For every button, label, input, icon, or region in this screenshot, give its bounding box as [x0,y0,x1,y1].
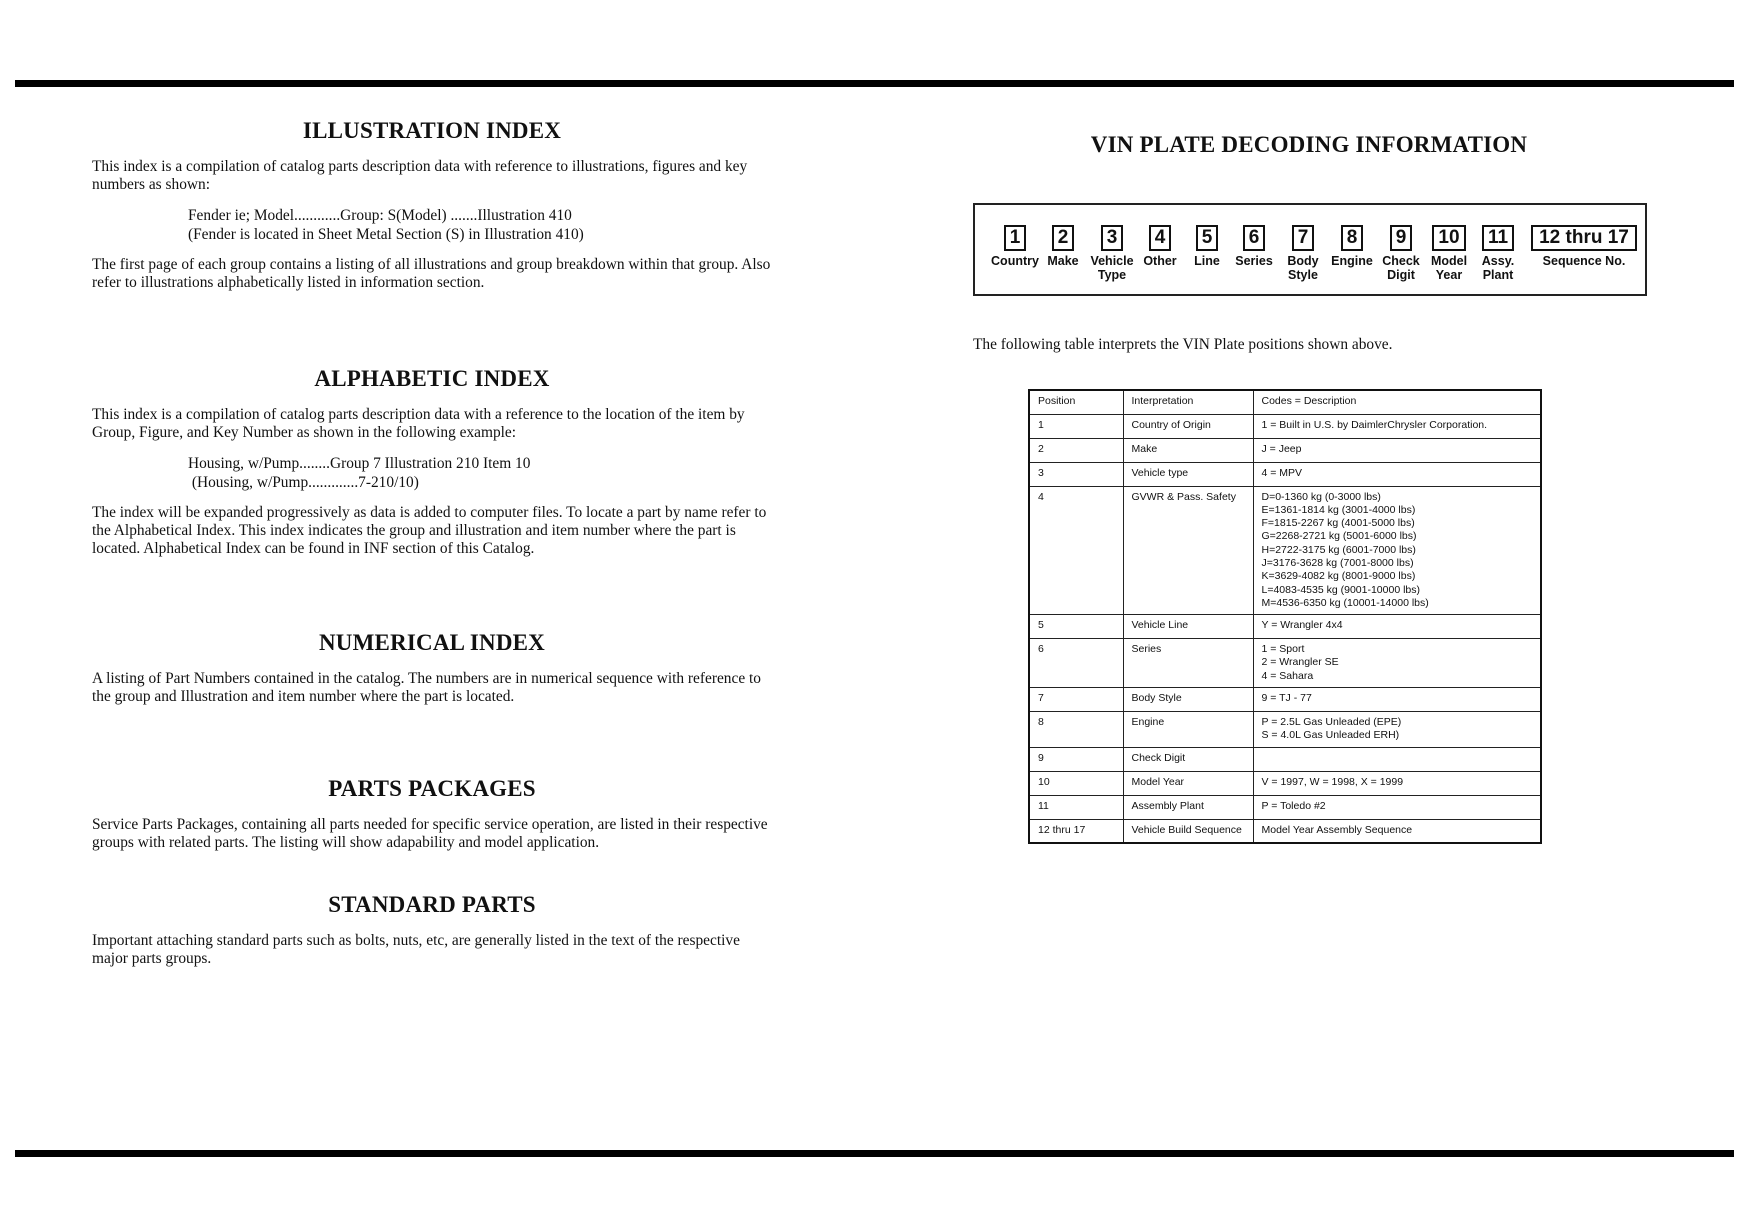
section-outro: The index will be expanded progressively as data is added to computer files. To locate a part by name refer to the Alphabetical Index. This index indicates the group and illustration and item number where the part is located. Alphabetical Index can be found in INF section of this Catalog. [92,504,767,557]
codes-cell [1253,414,1541,438]
vin-position-number: 5 [1196,225,1219,251]
vin-position-label: Line [1194,254,1220,268]
vin-position-number: 3 [1101,225,1124,251]
codes-cell [1253,462,1541,486]
vin-position [1035,205,1091,268]
table-header-row [1029,390,1541,414]
code-line: 9 = TJ - 77 [1261,692,1312,705]
position-cell: 1 [1029,414,1123,438]
table-row [1029,819,1541,843]
vin-position-number: 6 [1243,225,1266,251]
vin-position [1470,205,1526,282]
interpretation-cell: Body Style [1123,688,1253,712]
table-row [1029,639,1541,688]
code-line: V = 1997, W = 1998, X = 1999 [1261,775,1404,788]
position-cell: 8 [1029,712,1123,748]
example-block [188,206,772,244]
section-title: ALPHABETIC INDEX [314,366,550,391]
position-cell: 11 [1029,795,1123,819]
vin-position-label: Assy. Plant [1481,254,1515,282]
vin-plate-diagram [973,203,1647,296]
code-line: G=2268-2721 kg (5001-6000 lbs) [1261,530,1417,543]
standard-parts-section [92,892,772,968]
vin-position-number: 4 [1149,225,1172,251]
section-text: Important attaching standard parts such as bolts, nuts, etc, are generally listed in the text of the respective major parts groups. [92,932,740,967]
code-line: 1 = Built in U.S. by DaimlerChrysler Corporation. [1261,418,1488,431]
section-text: Service Parts Packages, containing all parts needed for specific service operation, are listed in their respective groups with related parts. The listing will show adapability and model application. [92,816,768,851]
code-line: M=4536-6350 kg (10001-14000 lbs) [1261,596,1429,609]
codes-cell [1253,712,1541,748]
example-line: (Housing, w/Pump.............7-210/10) [188,474,419,491]
vin-position [1275,205,1331,282]
vin-position-label: Engine [1331,254,1373,268]
interpretation-cell: Assembly Plant [1123,795,1253,819]
top-rule [15,80,1734,87]
code-line: F=1815-2267 kg (4001-5000 lbs) [1261,517,1415,530]
code-line: P = 2.5L Gas Unleaded (EPE) [1261,716,1402,729]
code-line: 1 = Sport [1261,643,1305,656]
vin-position-label: Sequence No. [1542,254,1626,268]
code-line: P = Toledo #2 [1261,799,1326,812]
interpretation-cell: Vehicle Line [1123,615,1253,639]
vin-position-number: 9 [1390,225,1413,251]
example-line: Fender ie; Model............Group: S(Model) .......Illustration 410 [188,207,572,224]
position-cell: 7 [1029,688,1123,712]
section-intro: This index is a compilation of catalog parts description data with reference to illustrations, figures and key numbers as shown: [92,158,748,193]
codes-cell [1253,639,1541,688]
vin-position-label: Other [1143,254,1177,268]
code-line: K=3629-4082 kg (8001-9000 lbs) [1261,570,1416,583]
codes-cell [1253,795,1541,819]
vin-position-label: Check Digit [1382,254,1420,282]
vin-position [1226,205,1282,268]
numerical-index-section [92,630,772,706]
vin-position-label: Body Style [1287,254,1319,282]
codes-cell [1253,486,1541,615]
vin-table [1028,389,1542,844]
table-header-cell: Interpretation [1123,390,1253,414]
code-line: 2 = Wrangler SE [1261,656,1339,669]
interpretation-cell: Engine [1123,712,1253,748]
table-header-cell: Codes = Description [1253,390,1541,414]
code-line: 4 = Sahara [1261,669,1314,682]
section-intro: This index is a compilation of catalog parts description data with a reference to the location of the item by Group, Figure, and Key Number as shown in the following example: [92,406,745,441]
table-row [1029,438,1541,462]
code-line [1262,752,1533,765]
interpretation-cell: Check Digit [1123,747,1253,771]
vin-position-label: Make [1047,254,1079,268]
position-cell: 9 [1029,747,1123,771]
table-row [1029,486,1541,615]
codes-cell [1253,438,1541,462]
vin-position-label: Country [991,254,1039,268]
parts-packages-section [92,776,772,852]
codes-cell [1253,615,1541,639]
vin-position-label: Vehicle Type [1090,254,1134,282]
position-cell: 12 thru 17 [1029,819,1123,843]
vin-position-label: Series [1235,254,1273,268]
table-row [1029,712,1541,748]
illustration-index-section [92,118,772,292]
example-line: (Fender is located in Sheet Metal Section (S) in Illustration 410) [188,226,584,243]
code-line: 4 = MPV [1261,466,1303,479]
codes-cell [1253,771,1541,795]
position-cell: 5 [1029,615,1123,639]
code-line: S = 4.0L Gas Unleaded ERH) [1261,729,1400,742]
vin-position-number: 1 [1004,225,1027,251]
interpretation-cell: Make [1123,438,1253,462]
vin-position [1421,205,1477,282]
position-cell: 10 [1029,771,1123,795]
position-cell: 6 [1029,639,1123,688]
vin-position-number: 11 [1482,225,1514,251]
codes-cell [1253,747,1541,771]
interpretation-cell: GVWR & Pass. Safety [1123,486,1253,615]
table-row [1029,688,1541,712]
interpretation-cell: Model Year [1123,771,1253,795]
vin-position-number: 2 [1052,225,1075,251]
code-line: D=0-1360 kg (0-3000 lbs) [1261,490,1381,503]
example-line: Housing, w/Pump........Group 7 Illustration 210 Item 10 [188,455,531,472]
codes-cell [1253,688,1541,712]
table-header-cell: Position [1029,390,1123,414]
vin-position-number: 10 [1432,225,1465,251]
section-title: ILLUSTRATION INDEX [302,118,562,143]
table-row [1029,414,1541,438]
codes-cell [1253,819,1541,843]
interpretation-cell: Series [1123,639,1253,688]
position-cell: 3 [1029,462,1123,486]
section-title: NUMERICAL INDEX [319,630,545,655]
vin-position [1324,205,1380,268]
code-line: J = Jeep [1261,442,1302,455]
table-row [1029,795,1541,819]
position-cell: 4 [1029,486,1123,615]
table-row [1029,771,1541,795]
alphabetic-index-section [92,366,772,558]
interpretation-cell: Country of Origin [1123,414,1253,438]
section-title: STANDARD PARTS [328,892,536,917]
vin-position-number: 12 thru 17 [1531,225,1637,251]
example-block [188,454,772,492]
position-cell: 2 [1029,438,1123,462]
vin-position-number: 7 [1292,225,1315,251]
interpretation-cell: Vehicle Build Sequence [1123,819,1253,843]
code-line: E=1361-1814 kg (3001-4000 lbs) [1261,503,1416,516]
interpretation-cell: Vehicle type [1123,462,1253,486]
code-line: J=3176-3628 kg (7001-8000 lbs) [1261,556,1414,569]
code-line: L=4083-4535 kg (9001-10000 lbs) [1261,583,1420,596]
bottom-rule [15,1150,1734,1157]
vin-position-label: Model Year [1430,254,1468,282]
section-text: A listing of Part Numbers contained in the catalog. The numbers are in numerical sequence with reference to the group and Illustration and item number where the part is located. [92,670,761,705]
code-line: Model Year Assembly Sequence [1261,823,1413,836]
section-outro: The first page of each group contains a listing of all illustrations and group breakdown within that group. Also refer to illustrations alphabetically listed in information section. [92,256,771,291]
table-row [1029,462,1541,486]
code-line: H=2722-3175 kg (6001-7000 lbs) [1261,543,1416,556]
vin-position-number: 8 [1341,225,1364,251]
vin-position [1524,205,1644,268]
vin-intro: The following table interprets the VIN Plate positions shown above. [973,336,1393,353]
section-title: PARTS PACKAGES [328,776,536,801]
code-line: Y = Wrangler 4x4 [1261,619,1343,632]
table-row [1029,747,1541,771]
vin-title [972,132,1646,158]
vin-title-text: VIN PLATE DECODING INFORMATION [1090,132,1528,157]
table-row [1029,615,1541,639]
